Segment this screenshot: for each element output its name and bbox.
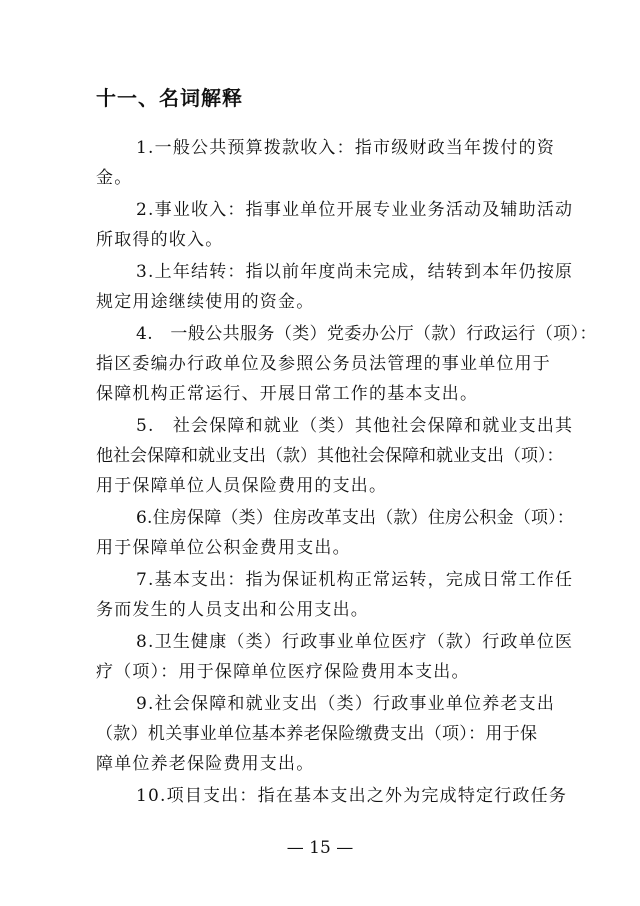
- paragraph-5-line-3: 用于保障单位人员保险费用的支出。: [96, 476, 388, 496]
- paragraph-8-line-2: 疗（项）：用于保障单位医疗保险费用本支出。: [96, 662, 470, 682]
- paragraph-5-line-2: 他社会保障和就业支出（款）其他社会保障和就业支出（项）：: [96, 446, 564, 466]
- paragraph-10-line-1: 10.项目支出：指在基本支出之外为完成特定行政任务: [136, 786, 568, 806]
- paragraph-6-line-1: 6.住房保障（类）住房改革支出（款）住房公积金（项）：: [136, 508, 575, 528]
- paragraph-2-line-2: 所取得的收入。: [96, 230, 224, 250]
- paragraph-7-line-2: 务而发生的人员支出和公用支出。: [96, 600, 369, 620]
- paragraph-4-line-2: 指区委编办行政单位及参照公务员法管理的事业单位用于: [96, 354, 551, 374]
- paragraph-1-line-1: 1.一般公共预算拨款收入：指市级财政当年拨付的资: [136, 138, 556, 158]
- paragraph-5-line-1: 5. 社会保障和就业（类）其他社会保障和就业支出其: [136, 416, 574, 436]
- paragraph-8-line-1: 8.卫生健康（类）行政事业单位医疗（款）行政单位医: [136, 632, 574, 652]
- paragraph-4-line-3: 保障机构正常运行、开展日常工作的基本支出。: [96, 384, 479, 404]
- page-number: — 15 —: [286, 838, 354, 858]
- paragraph-2-line-1: 2.事业收入：指事业单位开展专业业务活动及辅助活动: [136, 200, 574, 220]
- paragraph-3-line-1: 3.上年结转：指以前年度尚未完成，结转到本年仍按原: [136, 262, 574, 282]
- paragraph-9-line-1: 9.社会保障和就业支出（类）行政事业单位养老支出: [136, 694, 556, 714]
- paragraph-1-line-2: 金。: [96, 168, 133, 188]
- paragraph-6-line-2: 用于保障单位公积金费用支出。: [96, 538, 351, 558]
- section-heading: 十一、名词解释: [96, 86, 243, 110]
- paragraph-3-line-2: 规定用途继续使用的资金。: [96, 292, 315, 312]
- paragraph-4-line-1: 4. 一般公共服务（类）党委办公厅（款）行政运行（项）：: [136, 324, 597, 344]
- paragraph-9-line-3: 障单位养老保险费用支出。: [96, 754, 315, 774]
- paragraph-7-line-1: 7.基本支出：指为保证机构正常运转，完成日常工作任: [136, 570, 574, 590]
- paragraph-9-line-2: （款）机关事业单位基本养老保险缴费支出（项）：用于保: [96, 724, 538, 744]
